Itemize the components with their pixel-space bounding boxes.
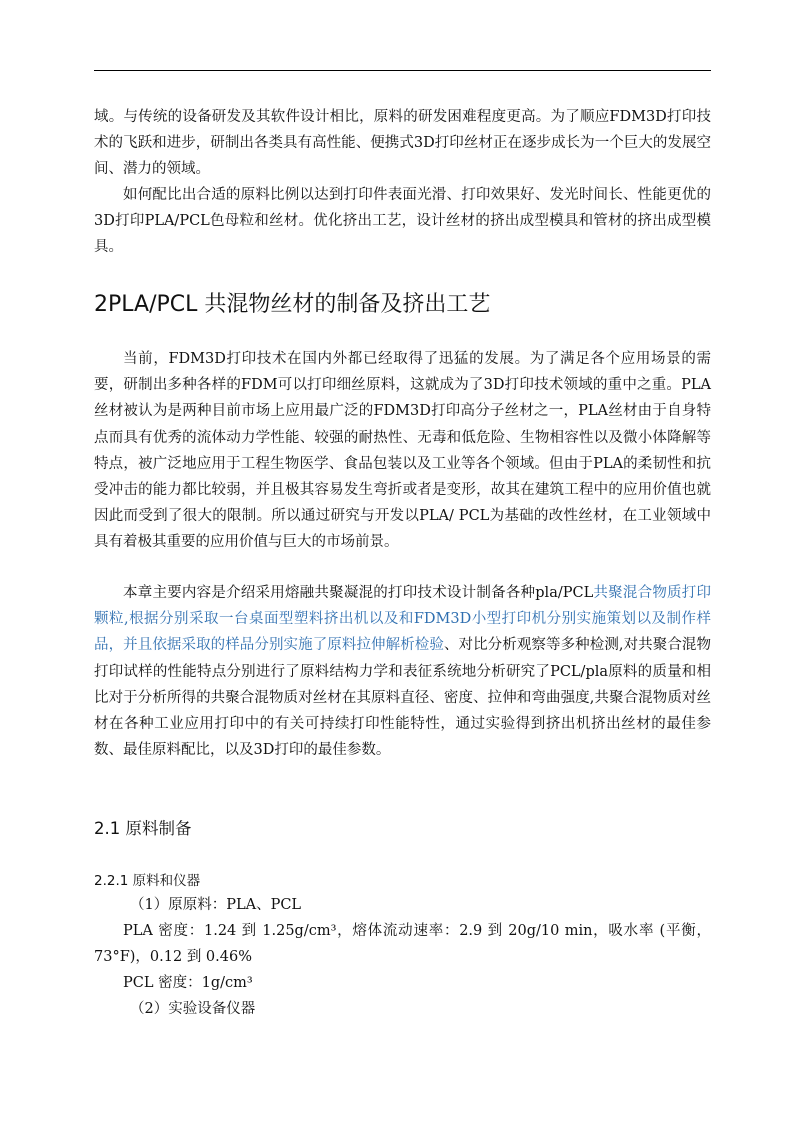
chapter-heading: 2PLA/PCL 共混物丝材的制备及挤出工艺 — [94, 292, 491, 317]
paragraph-2: 如何配比出合适的原料比例以达到打印件表面光滑、打印效果好、发光时间长、性能更优的3D打印PLA/PCL色母粒和丝材。优化挤出工艺，设计丝材的挤出成型模具和管材的挤出成型模具。 — [94, 187, 711, 256]
materials-item-2: （2）实验设备仪器 — [130, 1001, 256, 1017]
header-rule — [94, 70, 711, 71]
pcl-density-line: PCL 密度：1g/cm³ — [123, 975, 253, 991]
paragraph-3: 当前，FDM3D打印技术在国内外都已经取得了迅猛的发展。为了满足各个应用场景的需要，研制出多种各样的FDM可以打印细丝原料，这就成为了3D打印技术领域的重中之重。PLA丝材被认为是两种目前市场上应用最广泛的FDM3D打印高分子丝材之一，PLA丝材由于自身特点而具有优秀的流体动力学性能、较强的耐热性、无毒和低危险、生物相容性以及微小体降解等特点，被广泛地应用于工程生物医学、食品包装以及工业等各个领域。但由于PLA的柔韧性和抗受冲击的能力都比较弱，并且极其容易发生弯折或者是变形，故其在建筑工程中的应用价值也就因此而受到了很大的限制。所以通过研究与开发以PLA/ PCL为基础的改性丝材，在工业领域中具有着极其重要的应用价值与巨大的市场前景。 — [94, 351, 711, 551]
paragraph-4-part-1: 本章主要内容是介绍采用熔融共聚凝混的打印技术设计制备各种pla/PCL — [123, 585, 594, 601]
pla-density-line: PLA 密度：1.24 到 1.25g/cm³，熔体流动速率：2.9 到 20g/10 min，吸水率 (平衡，73°F)，0.12 到 0.46% — [94, 923, 711, 966]
paragraph-4 — [94, 580, 711, 763]
subsection-heading: 2.2.1 原料和仪器 — [94, 873, 201, 889]
section-heading: 2.1 原料制备 — [94, 819, 192, 838]
materials-item-1: （1）原原料：PLA、PCL — [130, 897, 302, 913]
paragraph-1: 域。与传统的设备研发及其软件设计相比，原料的研发困难程度更高。为了顺应FDM3D打印技术的飞跃和进步，研制出各类具有高性能、便携式3D打印丝材正在逐步成长为一个巨大的发展空间、潜力的领域。 — [94, 109, 711, 178]
paragraph-4-highlight: 共聚混合物质打印颗粒,根据分别采取一台桌面型塑料挤出机以及和FDM3D小型打印机分别实施策划以及制作样品，并且依据采取的样品分别实施了原料拉伸解析检验 — [94, 585, 711, 654]
paragraph-4-part-3: 、对比分析观察等多种检测,对共聚合混物打印试样的性能特点分别进行了原料结构力学和表征系统地分析研究了PCL/pla原料的质量和相比对于分析所得的共聚合混物质对丝材在其原料直径、密度、拉伸和弯曲强度,共聚合混物质对丝材在各种工业应用打印中的有关可持续打印性能特性，通过实验得到挤出机挤出丝材的最佳参数、最佳原料配比，以及3D打印的最佳参数。 — [94, 637, 711, 759]
